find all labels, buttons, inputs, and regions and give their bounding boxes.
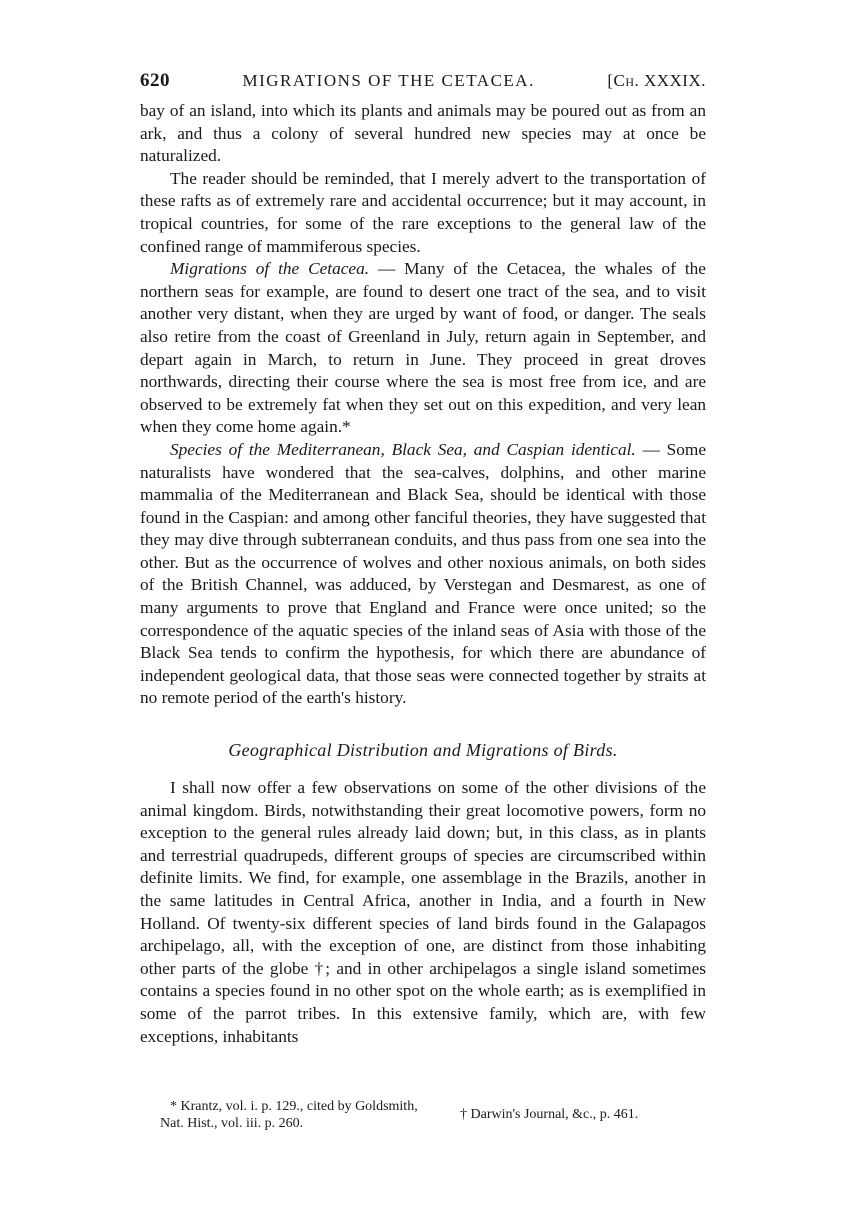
footnotes — [160, 1098, 700, 1132]
body-text — [140, 100, 706, 1048]
section-heading: Geographical Distribution and Migrations of Birds. — [228, 740, 618, 761]
paragraph-text: — Many of the Cetacea, the whales of the northern seas for example, are found to desert one tract of the sea, and to visit another very distant, when they are urged by want of food, or danger. The seals also retire from the coast of Greenland in July, return again in September, and depart again in March, to return in June. They proceed in great droves northwards, directing their course where the sea is most free from ice, and are observed to be extremely fat when they set out on this expedition, and very lean when they come home again.* — [140, 259, 706, 437]
paragraph: The reader should be reminded, that I merely advert to the transportation of these rafts as of extremely rare and accidental occurrence; but it may account, in tropical countries, for some of the rare exceptions to the general law of the confined range of mammiferous species. — [140, 168, 706, 256]
paragraph-cetacea — [140, 258, 706, 439]
page-number: 620 — [140, 70, 170, 91]
run-in-heading: Species of the Mediterranean, Black Sea, and Caspian identical. — [170, 439, 636, 459]
chapter-label: [Ch. XXXIX. — [607, 71, 706, 90]
paragraph-continuation: bay of an island, into which its plants and animals may be poured out as from an ark, and thus a colony of several hundred new species may at once be naturalized. — [140, 101, 706, 166]
run-in-heading: Migrations of the Cetacea. — [170, 259, 370, 279]
running-head — [140, 70, 706, 100]
footnote-krantz: * Krantz, vol. i. p. 129., cited by Goldsmith, Nat. Hist., vol. iii. p. 260. — [160, 1099, 418, 1131]
footnote-darwin: † Darwin's Journal, &c., p. 461. — [460, 1107, 639, 1122]
running-title: MIGRATIONS OF THE CETACEA. — [242, 71, 535, 90]
paragraph-mediterranean — [140, 439, 706, 710]
paragraph-text: — Some naturalists have wondered that the sea-calves, dolphins, and other marine mammalia of the Mediterranean and Black Sea, should be identical with those found in the Caspian: and among other fanciful theories, they have suggested that they may dive through subterranean conduits, and thus pass from one sea into the other. But as the occurrence of wolves and other noxious animals, on both sides of the British Channel, was adduced, by Verstegan and Desmarest, as one of many arguments to prove that England and France were once united; so the correspondence of the aquatic species of the inland seas of Asia with those of the Black Sea tends to confirm the hypothesis, for which there are abundance of independent geological data, that those seas were connected together by straits at no remote period of the earth's history. — [140, 439, 706, 708]
book-page — [140, 70, 706, 1048]
paragraph-birds: I shall now offer a few observations on some of the other divisions of the animal kingdom. Birds, notwithstanding their great locomotive powers, form no exception to the general rules already laid down; but, in this class, as in plants and terrestrial quadrupeds, different groups of species are circumscribed within definite limits. We find, for example, one assemblage in the Brazils, another in the same latitudes in Central Africa, another in India, and a fourth in New Holland. Of twenty-six different species of land birds found in the Galapagos archipelago, all, with the exception of one, are distinct from those inhabiting other parts of the globe †; and in other archipelagos a single island sometimes contains a species found in no other spot on the whole earth; as is exemplified in some of the parrot tribes. In this extensive family, which are, with few exceptions, inhabitants — [140, 778, 706, 1046]
